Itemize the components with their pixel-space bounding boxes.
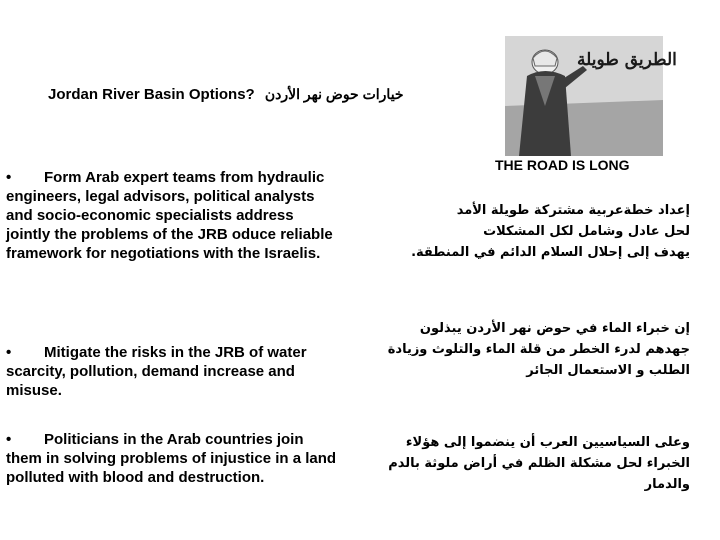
arabic-paragraph bbox=[350, 432, 690, 495]
photo-wall-text: الطريق طويلة bbox=[577, 50, 677, 70]
bullet-item bbox=[6, 168, 341, 263]
bullet-text: Form Arab expert teams from hydraulic engineers, legal advisors, political analysts and socio-economic specialists address jointly the problems of the JRB oduce reliable framework for negotiations with the Israelis. bbox=[6, 169, 333, 262]
bullet-text: Mitigate the risks in the JRB of water scarcity, pollution, demand increase and misuse. bbox=[6, 344, 307, 399]
man-writing-on-wall-image bbox=[505, 36, 677, 156]
english-bullet-list bbox=[6, 168, 341, 486]
arabic-line: إن خبراء الماء في حوض نهر الأردن يبذلون bbox=[419, 321, 690, 336]
arabic-line: وعلى السياسيين العرب أن ينضموا إلى هؤلاء bbox=[405, 435, 690, 450]
bullet-marker: • bbox=[6, 431, 12, 448]
arabic-line: والدمار bbox=[644, 477, 690, 492]
bullet-item bbox=[6, 343, 341, 400]
arabic-line: إعداد خطةعربية مشتركة طويلة الأمد bbox=[456, 203, 690, 218]
arabic-paragraph bbox=[350, 200, 690, 263]
title-arabic: خيارات حوض نهر الأردن bbox=[264, 86, 404, 102]
arabic-line: جهدهم لدرء الخطر من قلة الماء والتلوث وزيادة bbox=[387, 342, 690, 357]
arabic-line: لحل عادل وشامل لكل المشكلات bbox=[483, 224, 690, 239]
arabic-line: الخبراء لحل مشكلة الظلم في أراض ملوثة بالدم bbox=[388, 456, 690, 471]
arabic-paragraph bbox=[350, 318, 690, 381]
bullet-marker: • bbox=[6, 169, 12, 186]
arabic-line: الطلب و الاستعمال الجائر bbox=[526, 363, 690, 378]
arabic-line: يهدف إلى إحلال السلام الدائم في المنطقة. bbox=[411, 245, 690, 260]
bullet-marker: • bbox=[6, 344, 12, 361]
title-english: Jordan River Basin Options? bbox=[48, 86, 255, 103]
bullet-item bbox=[6, 430, 341, 487]
road-heading: THE ROAD IS LONG bbox=[495, 157, 630, 173]
slide-title bbox=[48, 86, 404, 103]
bullet-text: Politicians in the Arab countries join them in solving problems of injustice in a land polluted with blood and destruction. bbox=[6, 431, 337, 486]
